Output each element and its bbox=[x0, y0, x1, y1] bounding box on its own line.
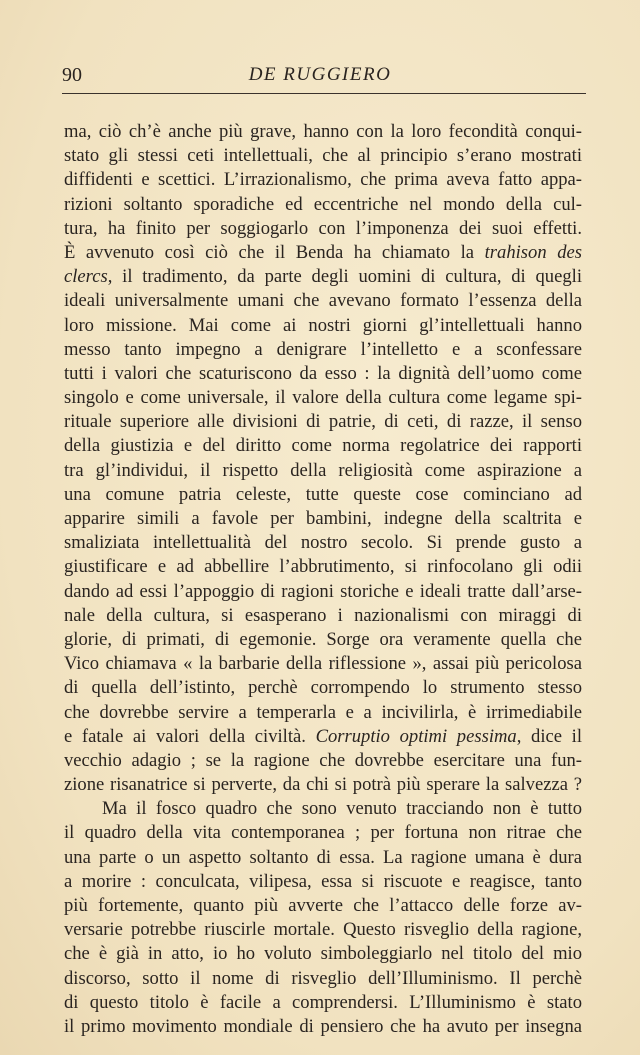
line-text: singolo e come universale, il valore della cultura come legame spi- bbox=[64, 387, 582, 409]
text-line bbox=[64, 628, 582, 652]
text-line bbox=[64, 483, 582, 507]
line-text: stato gli stessi ceti intellettuali, che al principio s’erano mostrati bbox=[64, 145, 582, 167]
line-text: tra gl’individui, il rispetto della religiosità come aspirazione a bbox=[64, 459, 582, 481]
text-line bbox=[64, 821, 582, 845]
line-text: Ma il fosco quadro che sono venuto tracciando non è tutto bbox=[102, 798, 582, 820]
line-text: diffidenti e scettici. L’irrazionalismo, che prima aveva fatto appa- bbox=[64, 169, 582, 191]
line-text: che è già in atto, io ho voluto simboleggiarlo nel titolo del mio bbox=[64, 943, 582, 965]
text-line bbox=[64, 797, 582, 821]
line-text: tura, ha finito per soggiogarlo con l’imponenza dei suoi effetti. bbox=[64, 217, 582, 239]
line-text: discorso, sotto il nome di risveglio dell’Illuminismo. Il perchè bbox=[64, 967, 582, 989]
line-text: apparire simili a favole per bambini, indegne della scaltrita e bbox=[64, 508, 582, 529]
line-text: tutti i valori che scaturiscono da esso : la dignità dell’uomo come bbox=[64, 362, 582, 384]
line-text: dando ad essi l’appoggio di ragioni storiche e ideali tratte dall’arse- bbox=[64, 580, 582, 602]
text-line bbox=[64, 604, 582, 628]
line-text: glorie, di primati, di egemonie. Sorge ora veramente quella che bbox=[64, 628, 582, 650]
line-text: una comune patria celeste, tutte queste cose cominciano ad bbox=[64, 483, 582, 505]
line-text: È avvenuto così ciò che il Benda ha chiamato la bbox=[64, 241, 485, 263]
line-text: Vico chiamava « la barbarie della riflessione », assai più pericolosa bbox=[64, 653, 582, 675]
line-text: smaliziata intellettualità del nostro secolo. Si prende gusto a bbox=[64, 532, 582, 554]
line-text: che dovrebbe servire a temperarla e a incivilirla, è irrimediabile bbox=[64, 701, 582, 723]
text-line bbox=[64, 894, 582, 918]
line-text: messo tanto impegno a denigrare l’intelletto e a sconfessare bbox=[64, 338, 582, 360]
line-text: il quadro della vita contemporanea ; per fortuna non ritrae che bbox=[64, 822, 582, 844]
text-line bbox=[64, 967, 582, 991]
text-line bbox=[64, 652, 582, 676]
text-line bbox=[64, 846, 582, 870]
line-text: loro missione. Mai come ai nostri giorni gl’intellettuali hanno bbox=[64, 314, 582, 336]
text-line bbox=[64, 870, 582, 894]
text-line bbox=[64, 338, 582, 362]
line-text: rituale superiore alle divisioni di patrie, di ceti, di razze, il senso bbox=[64, 411, 582, 433]
line-text: , dice il bbox=[516, 725, 582, 747]
text-line bbox=[64, 749, 582, 773]
italic-phrase: clercs bbox=[64, 266, 108, 288]
text-line bbox=[64, 410, 582, 434]
line-text: il primo movimento mondiale di pensiero che ha avuto per insegna bbox=[64, 1015, 582, 1037]
text-line bbox=[64, 217, 582, 241]
line-text: e fatale ai valori della civiltà. bbox=[64, 725, 316, 747]
line-text: più fortemente, quanto più avverte che l’attacco delle forze av- bbox=[64, 895, 582, 916]
body-text bbox=[64, 120, 582, 1039]
line-text: ma, ciò ch’è anche più grave, hanno con la loro fecondità conqui- bbox=[64, 121, 582, 142]
text-line bbox=[64, 265, 582, 289]
text-line bbox=[64, 531, 582, 555]
line-text: giustificare e ad abbellire l’abbrutimento, si rinfocolano gli odii bbox=[64, 556, 582, 578]
text-line bbox=[64, 434, 582, 458]
text-line bbox=[64, 120, 582, 144]
text-line bbox=[64, 701, 582, 725]
text-line bbox=[64, 168, 582, 192]
text-line bbox=[64, 580, 582, 604]
running-head: DE RUGGIERO bbox=[248, 64, 392, 85]
text-line bbox=[64, 1015, 582, 1039]
line-text: della giustizia e del diritto come norma regolatrice dei rapporti bbox=[64, 435, 582, 457]
text-line bbox=[64, 386, 582, 410]
page-number: 90 bbox=[62, 64, 82, 86]
text-line bbox=[64, 507, 582, 531]
text-line bbox=[64, 555, 582, 579]
text-line bbox=[64, 193, 582, 217]
header-rule bbox=[62, 93, 586, 94]
line-text: vecchio adagio ; se la ragione che dovrebbe esercitare una fun- bbox=[64, 749, 582, 771]
text-line bbox=[64, 241, 582, 265]
text-line bbox=[64, 144, 582, 168]
line-text: nale della cultura, si esasperano i nazionalismi con miraggi di bbox=[64, 604, 582, 626]
line-text: di quella dell’istinto, perchè corrompendo lo strumento stesso bbox=[64, 677, 582, 699]
text-line bbox=[64, 362, 582, 386]
italic-phrase: trahison des bbox=[484, 241, 582, 263]
text-line bbox=[64, 725, 582, 749]
line-text: versarie potrebbe riuscirle mortale. Questo risveglio della ragione, bbox=[64, 919, 582, 941]
text-line bbox=[64, 991, 582, 1015]
line-text: una parte o un aspetto soltanto di essa. La ragione umana è dura bbox=[64, 846, 582, 868]
text-line bbox=[64, 942, 582, 966]
text-line bbox=[64, 918, 582, 942]
line-text: di questo titolo è facile a comprendersi. L’Illuminismo è stato bbox=[64, 991, 582, 1013]
text-line bbox=[64, 289, 582, 313]
text-line bbox=[64, 676, 582, 700]
text-line bbox=[64, 459, 582, 483]
line-text: , il tradimento, da parte degli uomini di cultura, di quegli bbox=[107, 266, 582, 288]
text-line bbox=[64, 314, 582, 338]
line-text: a morire : conculcata, vilipesa, essa si riscuote e reagisce, tanto bbox=[64, 870, 582, 892]
line-text: ideali universalmente umani che avevano formato l’essenza della bbox=[64, 290, 582, 312]
text-line bbox=[64, 773, 582, 797]
italic-phrase: Corruptio optimi pessima bbox=[315, 725, 517, 747]
line-text: rizioni soltanto sporadiche ed eccentriche nel mondo della cul- bbox=[64, 193, 582, 215]
line-text: zione risanatrice si perverte, da chi si potrà più sperare la salvezza ? bbox=[64, 774, 582, 796]
